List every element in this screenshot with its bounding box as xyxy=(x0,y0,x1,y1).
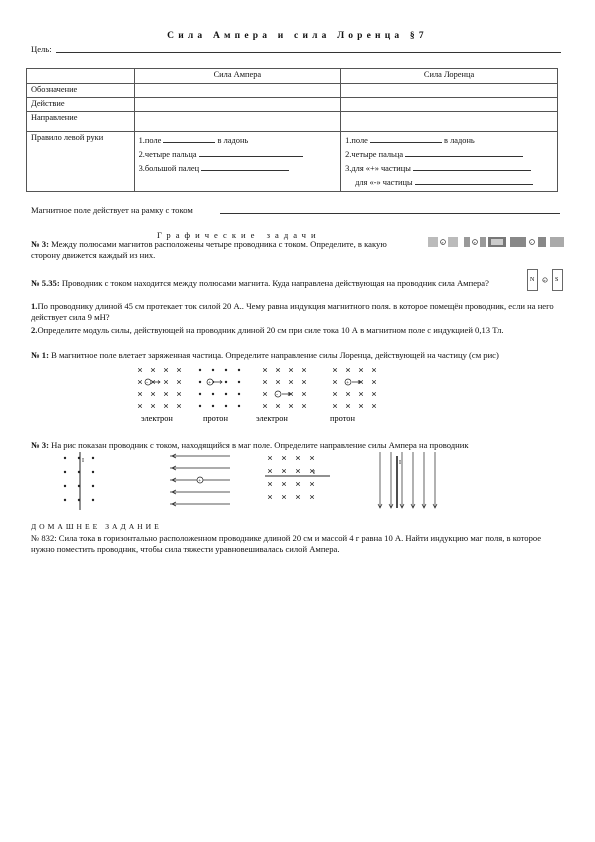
magnet-pair-3 xyxy=(488,237,506,247)
homework-number: № 832: xyxy=(31,533,57,543)
lorenz-positive-blank[interactable] xyxy=(413,161,531,171)
cell-amper-rule xyxy=(134,131,341,191)
lorenz-field-proton-1 xyxy=(199,369,240,407)
task-1-calc-number: 1. xyxy=(31,301,38,311)
field-dot-mark xyxy=(64,471,66,473)
lorenz-negative-blank[interactable] xyxy=(415,175,533,185)
row-label-direction: Направление xyxy=(27,111,135,131)
frame-text: Магнитное поле действует на рамку с током xyxy=(31,205,193,215)
amper-rule-fingers: 2.четыре пальца xyxy=(138,149,197,159)
magnet-n-pole: N xyxy=(530,277,535,283)
field-dot-mark xyxy=(225,381,227,383)
conductor-current-sign: + xyxy=(543,277,546,283)
row-label-action: Действие xyxy=(27,97,135,111)
particle-label-electron-1: электрон xyxy=(141,414,173,423)
cell-amper-direction[interactable] xyxy=(134,111,341,131)
header-amper: Сила Ампера xyxy=(134,69,341,84)
amper-rule-palm: в ладонь xyxy=(217,135,249,145)
task-5-35 xyxy=(31,278,526,289)
pair-4-current-sign: - xyxy=(530,239,533,245)
particle-charge-sign: - xyxy=(276,392,278,398)
homework-title: ДОМАШНЕЕ ЗАДАНИЕ xyxy=(31,522,162,531)
header-lorenz: Сила Лоренца xyxy=(341,69,558,84)
row-label-designation: Обозначение xyxy=(27,84,135,98)
lorenz-rule-field: 1.поле xyxy=(345,135,368,145)
cell-amper-designation[interactable] xyxy=(134,84,341,98)
field-dot-mark xyxy=(64,499,66,501)
task-amper-field-number: № 3: xyxy=(31,440,49,450)
amper-fingers-blank[interactable] xyxy=(199,147,303,157)
field-dot-mark xyxy=(238,369,240,371)
amper-field-lines-down xyxy=(378,452,437,508)
task-2-calc-text: Определите модуль силы, действующей на проводник длиной 20 см при силе тока 10 А в магнитном поле с индукцией 0,13 Тл. xyxy=(37,325,504,335)
field-dot-mark xyxy=(199,405,201,407)
field-dot-mark xyxy=(212,405,214,407)
velocity-arrow xyxy=(214,380,222,383)
task-1-calc-text: По проводнику длиной 45 см протекает ток силой 20 А.. Чему равна индукция магнитного поля. в которое помещён проводник, если на него действует сила 9 мН? xyxy=(31,301,554,323)
task-2-calc xyxy=(31,325,561,336)
field-dot-mark xyxy=(92,485,94,487)
particle-charge-sign: - xyxy=(146,380,148,386)
lorenz-rule-positive: 3.для «+» частицы xyxy=(345,163,411,173)
task-amper-field xyxy=(31,440,561,451)
task-3-text: Между полюсами магнитов расположены четыре проводника с током. Определите, в какую сторону движется каждый из них. xyxy=(31,239,387,261)
particle-charge-sign: + xyxy=(346,380,350,386)
field-dot-mark xyxy=(92,499,94,501)
field-dot-mark xyxy=(64,457,66,459)
cell-lorenz-rule xyxy=(341,131,558,191)
field-dot-mark xyxy=(92,457,94,459)
current-label: I xyxy=(313,470,315,476)
field-dot-mark xyxy=(64,485,66,487)
table-corner-cell xyxy=(27,69,135,84)
magnet-pair-5 xyxy=(550,237,564,247)
amper-figures xyxy=(55,452,450,514)
magnet-pair-1 xyxy=(428,237,458,247)
particle-label-proton-2: протон xyxy=(330,414,355,423)
task-amper-field-text: На рис показан проводник с током, находящийся в маг поле. Определите направление силы Ампера на проводник xyxy=(51,440,469,450)
task-2-calc-number: 2. xyxy=(31,325,38,335)
magnet-pair-2 xyxy=(464,237,486,247)
lorenz-field-proton-2 xyxy=(333,368,376,408)
cell-lorenz-direction[interactable] xyxy=(341,111,558,131)
field-dot-mark xyxy=(199,369,201,371)
task-1-calc xyxy=(31,301,561,323)
lorenz-field-electron-2 xyxy=(263,368,306,408)
lorenz-rule-negative: для «-» частицы xyxy=(355,177,413,187)
amper-field-lines-left xyxy=(170,454,230,506)
particle-label-proton-1: протон xyxy=(203,414,228,423)
task-3-number: № 3: xyxy=(31,239,49,249)
current-label: I xyxy=(399,460,401,466)
goal-label: Цель: xyxy=(31,44,52,54)
task-5-35-text: Проводник с током находится между полюсами магнита. Куда направлена действующая на проводник сила Ампера? xyxy=(61,278,489,288)
magnet-s-pole: S xyxy=(555,277,559,283)
field-dot-mark xyxy=(199,381,201,383)
conductor-current-sign: + xyxy=(198,478,202,484)
goal-answer-line[interactable] xyxy=(56,52,561,53)
homework-task xyxy=(31,533,561,555)
task-3-magnets xyxy=(31,239,416,261)
task-5-35-number: № 5.35: xyxy=(31,278,60,288)
task-lorenz xyxy=(31,350,561,361)
pair-2-current-sign: + xyxy=(473,239,477,245)
field-dot-mark xyxy=(199,393,201,395)
cell-lorenz-designation[interactable] xyxy=(341,84,558,98)
lorenz-field-blank[interactable] xyxy=(370,133,442,143)
magnet-pair-4 xyxy=(510,237,546,247)
amper-field-dots xyxy=(64,452,94,510)
task-lorenz-text: В магнитное поле влетает заряженная частица. Определите направление силы Лоренца, действующей на частицу (см рис) xyxy=(51,350,499,360)
field-dot-mark xyxy=(238,381,240,383)
comparison-table xyxy=(26,68,558,192)
current-label: I xyxy=(82,458,84,464)
page-title: Сила Ампера и сила Лоренца §7 xyxy=(167,31,428,41)
particle-charge-sign: + xyxy=(208,380,212,386)
homework-text: Сила тока в горизонтально расположенном проводнике длиной 20 см и массой 4 г равна 10 А. Найти индукцию маг поля, в которое нужно поместить проводник, чтобы сила тяжести уравновешивалась силой Ампера. xyxy=(31,533,542,555)
velocity-arrow xyxy=(152,380,160,383)
particle-label-electron-2: электрон xyxy=(256,414,288,423)
magnets-figure-strip xyxy=(428,235,564,249)
field-dot-mark xyxy=(225,369,227,371)
field-dot-mark xyxy=(92,471,94,473)
field-dot-mark xyxy=(238,393,240,395)
lorenz-rule-palm: в ладонь xyxy=(444,135,475,145)
lorenz-field-electron-1 xyxy=(138,368,181,408)
amper-rule-field: 1.поле xyxy=(138,135,162,145)
velocity-arrow xyxy=(352,380,360,383)
amper-field-blank[interactable] xyxy=(163,133,215,143)
graphic-tasks-title: Графические задачи xyxy=(157,230,321,240)
field-dot-mark xyxy=(225,405,227,407)
magnet-figure-5-35 xyxy=(527,269,563,291)
cell-amper-action[interactable] xyxy=(134,97,341,111)
lorenz-fingers-blank[interactable] xyxy=(405,147,523,157)
amper-rule-thumb: 3.большой палец xyxy=(138,163,200,173)
lorenz-figures xyxy=(120,362,400,424)
frame-answer-line[interactable] xyxy=(220,213,560,214)
amper-thumb-blank[interactable] xyxy=(201,161,289,171)
field-dot-mark xyxy=(212,369,214,371)
lorenz-rule-fingers: 2.четыре пальца xyxy=(345,149,404,159)
pair-1-current-sign: + xyxy=(441,239,444,245)
cell-lorenz-action[interactable] xyxy=(341,97,558,111)
field-dot-mark xyxy=(238,405,240,407)
task-lorenz-number: № 1: xyxy=(31,350,49,360)
velocity-arrow xyxy=(282,392,290,395)
row-label-left-hand: Правило левой руки xyxy=(27,131,135,191)
amper-field-crosses xyxy=(265,456,330,499)
field-dot-mark xyxy=(225,393,227,395)
field-dot-mark xyxy=(212,393,214,395)
